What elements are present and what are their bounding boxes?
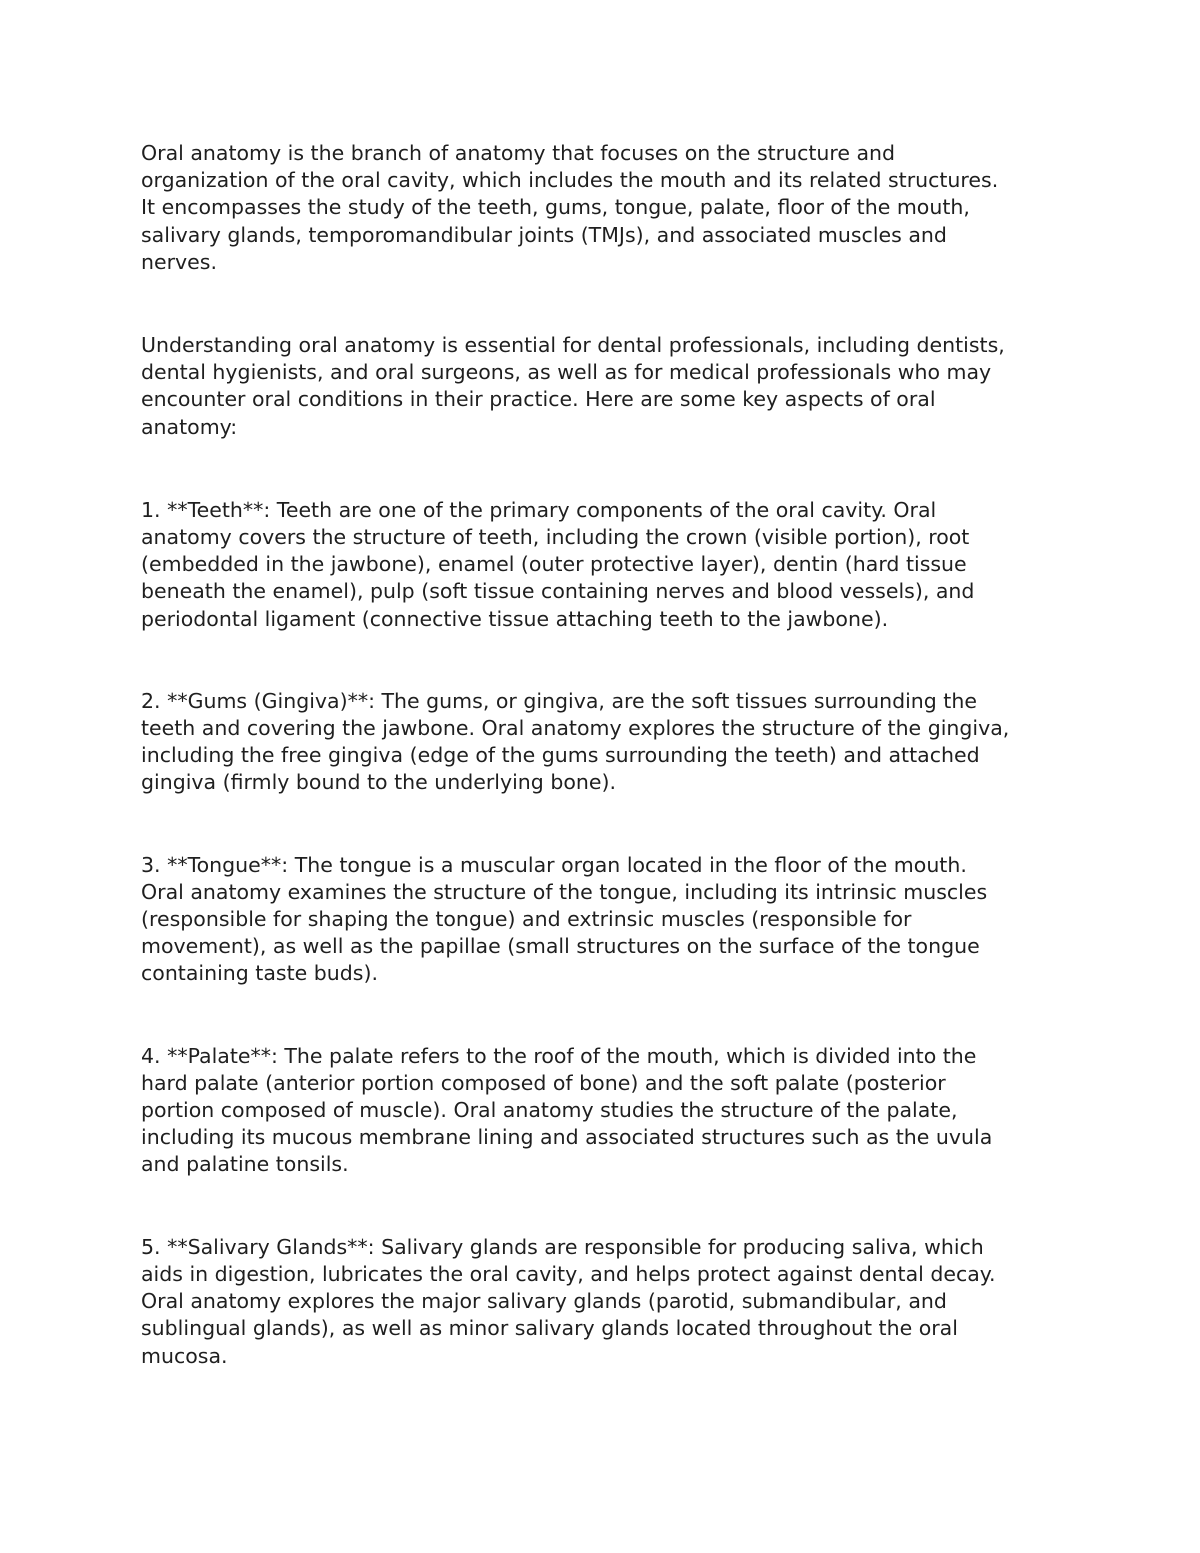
teeth-paragraph: 1. **Teeth**: Teeth are one of the primary components of the oral cavity. Oral anatomy covers the structure of teeth, including the crown (visible portion), root (embedded in the jawbone), enamel (outer protective layer), dentin (hard tissue beneath the enamel), pulp (soft tissue containing nerves and blood vessels), and periodontal ligament (connective tissue attaching teeth to the jawbone).	[141, 497, 975, 631]
paragraph-spacer	[141, 797, 1071, 852]
gums-paragraph: 2. **Gums (Gingiva)**: The gums, or gingiva, are the soft tissues surrounding the teeth and covering the jawbone. Oral anatomy explores the structure of the gingiva, including the free gingiva (edge of the gums surrounding the teeth) and attached gingiva (firmly bound to the underlying bone).	[141, 688, 1010, 795]
salivary-glands-paragraph: 5. **Salivary Glands**: Salivary glands are responsible for producing saliva, which aids in digestion, lubricates the oral cavity, and helps protect against dental decay. Oral anatomy explores the major salivary glands (parotid, submandibular, and sublingual glands), as well as minor salivary glands located throughout the oral mucosa.	[141, 1234, 996, 1368]
intro-paragraph: Oral anatomy is the branch of anatomy that focuses on the structure and organization of the oral cavity, which includes the mouth and its related structures. It encompasses the study of the teeth, gums, tongue, palate, floor of the mouth, salivary glands, temporomandibular joints (TMJs), and associated muscles and nerves.	[141, 141, 999, 274]
importance-paragraph: Understanding oral anatomy is essential for dental professionals, including dentists, dental hygienists, and oral surgeons, as well as for medical professionals who may encounter oral conditions in their practice. Here are some key aspects of oral anatomy:	[141, 333, 1005, 439]
paragraph-spacer	[141, 633, 1071, 688]
tongue-paragraph: 3. **Tongue**: The tongue is a muscular organ located in the floor of the mouth. Oral anatomy examines the structure of the tongue, including its intrinsic muscles (responsible for shaping the tongue) and extrinsic muscles (responsible for movement), as well as the papillae (small structures on the surface of the tongue containing taste buds).	[141, 852, 988, 986]
paragraph-spacer	[141, 1179, 1071, 1234]
paragraph-spacer	[141, 276, 1071, 332]
paragraph-spacer	[141, 441, 1071, 497]
document-body	[141, 140, 1071, 1370]
paragraph-spacer	[141, 988, 1071, 1043]
palate-paragraph: 4. **Palate**: The palate refers to the roof of the mouth, which is divided into the hard palate (anterior portion composed of bone) and the soft palate (posterior portion composed of muscle). Oral anatomy studies the structure of the palate, including its mucous membrane lining and associated structures such as the uvula and palatine tonsils.	[141, 1043, 993, 1177]
